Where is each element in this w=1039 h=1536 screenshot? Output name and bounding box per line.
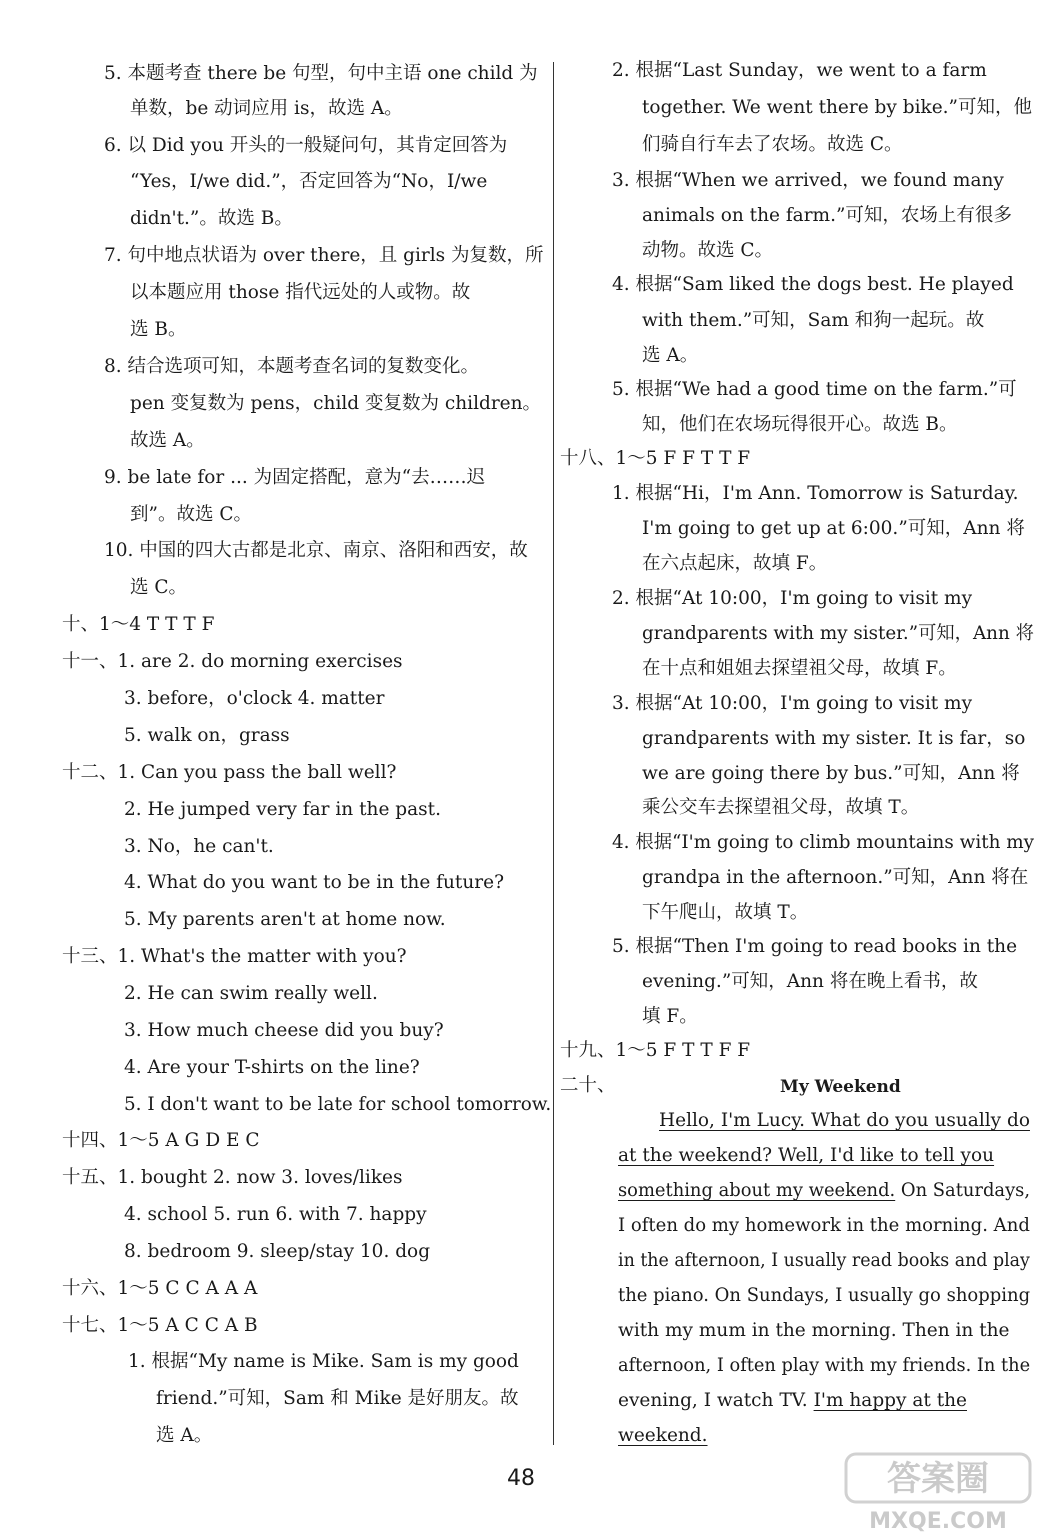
answer-line: 乘公交车去探望祖父母，故填 T。 — [642, 797, 920, 818]
answer-line: 3. How much cheese did you buy? — [124, 1020, 444, 1041]
essay-line: in the afternoon, I usually read books and play — [618, 1250, 1030, 1271]
answer-line: 下午爬山，故填 T。 — [642, 902, 809, 923]
answer-line: evening.”可知，Ann 将在晚上看书，故 — [642, 971, 978, 992]
essay-text: evening, I watch TV. — [618, 1390, 814, 1411]
answer-line: 十七、1～5 A C C A B — [62, 1315, 258, 1336]
page-number: 48 — [507, 1466, 535, 1491]
answer-line: 十一、1. are 2. do morning exercises — [62, 651, 403, 672]
answer-line: together. We went there by bike.”可知，他 — [642, 97, 1032, 118]
answer-line: 7. 句中地点状语为 over there，且 girls 为复数，所 — [104, 245, 544, 266]
answer-line: 2. He jumped very far in the past. — [124, 799, 441, 820]
answer-line: 选 A。 — [156, 1425, 213, 1446]
answer-line: 十四、1～5 A G D E C — [62, 1130, 260, 1151]
answer-line: 到”。故选 C。 — [130, 504, 252, 525]
answer-line: 4. 根据“Sam liked the dogs best. He played — [612, 274, 1014, 295]
answer-line: 2. He can swim really well. — [124, 983, 378, 1004]
answer-line: 十、1～4 T T T F — [62, 614, 215, 635]
answer-line: 10. 中国的四大古都是北京、南京、洛阳和西安，故 — [104, 540, 528, 561]
essay-line — [618, 1177, 1030, 1207]
answer-line: 3. 根据“At 10:00，I'm going to visit my — [612, 693, 973, 714]
watermark-logo — [838, 1448, 1038, 1534]
answer-line: 5. 根据“Then I'm going to read books in the — [612, 936, 1018, 957]
answer-line: 知，他们在农场玩得很开心。故选 B。 — [642, 414, 958, 435]
answer-line: 1. 根据“My name is Mike. Sam is my good — [128, 1351, 519, 1372]
answer-line: 8. 结合选项可知，本题考查名词的复数变化。 — [104, 356, 480, 377]
essay-line: afternoon, I often play with my friends. In the — [618, 1355, 1031, 1376]
answer-line: animals on the farm.”可知，农场上有很多 — [642, 205, 1012, 226]
answer-line: 3. before，o'clock 4. matter — [124, 688, 385, 709]
answer-line: grandparents with my sister.”可知，Ann 将 — [642, 623, 1034, 644]
answer-line: didn't.”。故选 B。 — [130, 208, 293, 229]
answer-line: 们骑自行车去了农场。故选 C。 — [642, 134, 903, 155]
answer-line: 十三、1. What's the matter with you? — [62, 946, 407, 967]
answer-line: 4. school 5. run 6. with 7. happy — [124, 1204, 427, 1225]
answer-line: grandparents with my sister. It is far，so — [642, 728, 1026, 749]
answer-line: 故选 A。 — [130, 430, 205, 451]
essay-underlined-text: I'm happy at the — [813, 1390, 967, 1411]
answer-line: 6. 以 Did you 开头的一般疑问句，其肯定回答为 — [104, 135, 508, 156]
answer-line: I'm going to get up at 6:00.”可知，Ann 将 — [642, 518, 1025, 539]
answer-line: 十六、1～5 C C A A A — [62, 1278, 258, 1299]
answer-line: 4. What do you want to be in the future? — [124, 872, 504, 893]
answer-line: 十五、1. bought 2. now 3. loves/likes — [62, 1167, 403, 1188]
answer-line: 1. 根据“Hi，I'm Ann. Tomorrow is Saturday. — [612, 483, 1019, 504]
answer-line: grandpa in the afternoon.”可知，Ann 将在 — [642, 867, 1029, 888]
answer-line: 在六点起床，故填 F。 — [642, 553, 828, 574]
answer-line: 十二、1. Can you pass the ball well? — [62, 762, 397, 783]
essay-line — [618, 1387, 967, 1417]
essay-underlined-text: something about my weekend. — [618, 1180, 896, 1201]
answer-line: 以本题应用 those 指代远处的人或物。故 — [130, 282, 471, 303]
answer-line: 2. 根据“Last Sunday，we went to a farm — [612, 60, 987, 81]
answer-line: friend.”可知，Sam 和 Mike 是好朋友。故 — [156, 1388, 519, 1409]
answer-line: 5. walk on，grass — [124, 725, 290, 746]
answer-line: 选 A。 — [642, 345, 699, 366]
answer-line: 5. I don't want to be late for school tomorrow. — [124, 1094, 552, 1115]
essay-line: at the weekend? Well, I'd like to tell you — [618, 1145, 995, 1166]
answer-line: 5. My parents aren't at home now. — [124, 909, 446, 930]
answer-line: 8. bedroom 9. sleep/stay 10. dog — [124, 1241, 431, 1262]
answer-line: 十九、1～5 F T T F F — [560, 1040, 751, 1061]
answer-line: 4. Are your T-shirts on the line? — [124, 1057, 420, 1078]
essay-title: My Weekend — [780, 1077, 901, 1097]
answer-line: 5. 根据“We had a good time on the farm.”可 — [612, 379, 1017, 400]
essay-line: weekend. — [618, 1425, 708, 1446]
essay-line: the piano. On Sundays, I usually go shopping — [618, 1285, 1031, 1306]
answer-line: 5. 本题考查 there be 句型，句中主语 one child 为 — [104, 63, 538, 84]
answer-line: 在十点和姐姐去探望祖父母，故填 F。 — [642, 658, 957, 679]
essay-line: I often do my homework in the morning. And — [618, 1215, 1030, 1236]
essay-number: 二十、 — [560, 1075, 616, 1096]
answer-line: 单数，be 动词应用 is，故选 A。 — [130, 98, 403, 119]
answer-line: 动物。故选 C。 — [642, 240, 774, 261]
essay-line: Hello, I'm Lucy. What do you usually do — [659, 1110, 1030, 1131]
essay-line: with my mum in the morning. Then in the — [618, 1320, 1010, 1341]
answer-line: 填 F。 — [642, 1006, 698, 1027]
answer-line: we are going there by bus.”可知，Ann 将 — [642, 763, 1020, 784]
answer-line: 3. 根据“When we arrived，we found many — [612, 170, 1004, 191]
answer-line: 选 C。 — [130, 577, 188, 598]
answer-line: 十八、1～5 F F T T F — [560, 448, 751, 469]
answer-line: “Yes，I/we did.”，否定回答为“No，I/we — [130, 171, 488, 192]
answer-line: 9. be late for ... 为固定搭配，意为“去……迟 — [104, 467, 486, 488]
answer-line: pen 变复数为 pens，child 变复数为 children。 — [130, 393, 542, 414]
essay-text: On Saturdays, — [895, 1180, 1031, 1201]
answer-line: 2. 根据“At 10:00，I'm going to visit my — [612, 588, 973, 609]
watermark-bottom-text: MXQE.COM — [869, 1509, 1007, 1534]
answer-line: 4. 根据“I'm going to climb mountains with my — [612, 832, 1035, 853]
answer-line: 3. No，he can't. — [124, 836, 274, 857]
column-divider — [553, 62, 554, 1445]
watermark-top-text: 答案圈 — [887, 1459, 989, 1499]
answer-line: 选 B。 — [130, 319, 187, 340]
answer-line: with them.”可知，Sam 和狗一起玩。故 — [642, 310, 985, 331]
